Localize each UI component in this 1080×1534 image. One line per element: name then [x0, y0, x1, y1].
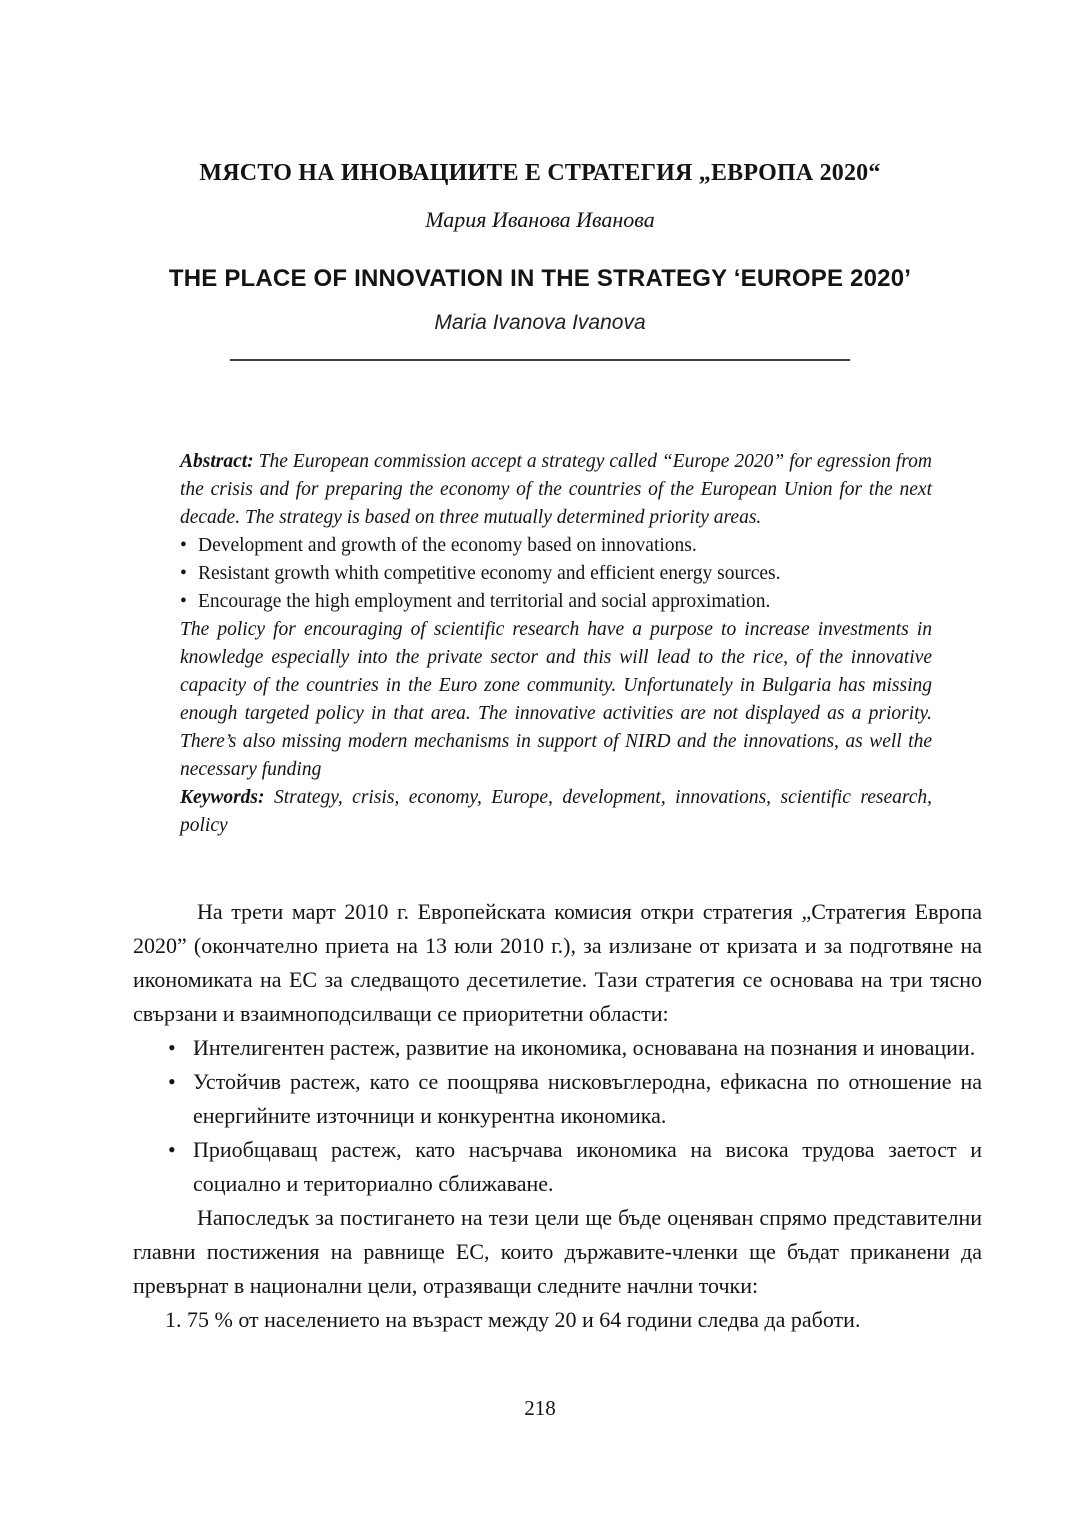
- body-section: [133, 895, 982, 1337]
- numbered-item: 1. 75 % от населението на възраст между 20 и 64 години следва да работи.: [165, 1307, 861, 1332]
- author-bulgarian: Мария Иванова Иванова: [425, 207, 655, 232]
- abstract-bullet-item: [180, 532, 932, 560]
- abstract-paragraph-2: The policy for encouraging of scientific research have a purpose to increase investments in knowledge especially into the private sector and this will lead to the rice, of the innovative capacity of the countries in the Euro zone community. Unfortunately in Bulgaria has missing enough targeted policy in that area. The innovative activities are not displayed as a priority. There’s also missing modern mechanisms in support of NIRD and the innovations, as well the necessary funding: [180, 619, 932, 780]
- body-bullet-item: [133, 1133, 982, 1201]
- body-bullet-list: [133, 1031, 982, 1201]
- keywords-text: Strategy, crisis, economy, Europe, development, innovations, scientific research, policy: [180, 787, 932, 836]
- title-bulgarian: МЯСТО НА ИНОВАЦИИТЕ Е СТРАТЕГИЯ „ЕВРОПА 2020“: [199, 160, 881, 186]
- body-paragraph-2: Напоследък за постигането на тези цели ще бъде оценяван спрямо представителни главни постижения на равнище ЕС, които държавите-членки ще бъдат приканени да превърнат в национални цели, отразяващи следните начлни точки:: [133, 1205, 982, 1298]
- abstract-bullet-text: Resistant growth whith competitive economy and efficient energy sources.: [198, 563, 781, 584]
- abstract-bullet-item: [180, 588, 932, 616]
- divider-rule: [230, 359, 850, 361]
- abstract-label: Abstract:: [180, 451, 254, 472]
- abstract-bullet-text: Development and growth of the economy based on innovations.: [198, 535, 697, 556]
- abstract-paragraph: [180, 448, 932, 532]
- body-bullet-item: [133, 1065, 982, 1133]
- abstract-bullet-list: [180, 532, 932, 616]
- abstract-bullet-item: [180, 560, 932, 588]
- body-bullet-item: [133, 1031, 982, 1065]
- bullet-marker: •: [180, 563, 187, 584]
- body-bullet-text: Интелигентен растеж, развитие на икономика, основавана на познания и иновации.: [193, 1035, 976, 1060]
- body-bullet-text: Приобщаващ растеж, като насърчава икономика на висока трудова заетост и социално и териториално сближаване.: [193, 1137, 982, 1196]
- title-english: THE PLACE OF INNOVATION IN THE STRATEGY ‘EUROPE 2020’: [168, 265, 912, 292]
- body-paragraph-1: На трети март 2010 г. Европейската комисия откри стратегия „Стратегия Европа 2020” (окончателно приета на 13 юли 2010 г.), за излизане от кризата и за подготвяне на икономиката на ЕС за следващото десетилетие. Тази стратегия се основава на три тясно свързани и взаимноподсилващи се приоритетни области:: [133, 899, 982, 1026]
- bullet-marker: •: [168, 1035, 176, 1060]
- abstract-bullet-text: Encourage the high employment and territorial and social approximation.: [198, 591, 771, 612]
- bullet-marker: •: [180, 535, 187, 556]
- keywords-label: Keywords:: [180, 787, 265, 808]
- abstract-section: [180, 448, 932, 840]
- body-bullet-text: Устойчив растеж, като се поощрява нисковъглеродна, ефикасна по отношение на енергийните източници и конкурентна икономика.: [193, 1069, 982, 1128]
- abstract-text: The European commission accept a strategy called “Europe 2020” for egression from the crisis and for preparing the economy of the countries of the European Union for the next decade. The strategy is based on three mutually determined priority areas.: [180, 451, 932, 528]
- keywords-line: [180, 784, 932, 840]
- author-english: Maria Ivanova Ivanova: [434, 311, 646, 334]
- paper-header: [0, 0, 1080, 361]
- bullet-marker: •: [168, 1137, 176, 1162]
- bullet-marker: •: [168, 1069, 176, 1094]
- bullet-marker: •: [180, 591, 187, 612]
- page-number: 218: [524, 1396, 556, 1420]
